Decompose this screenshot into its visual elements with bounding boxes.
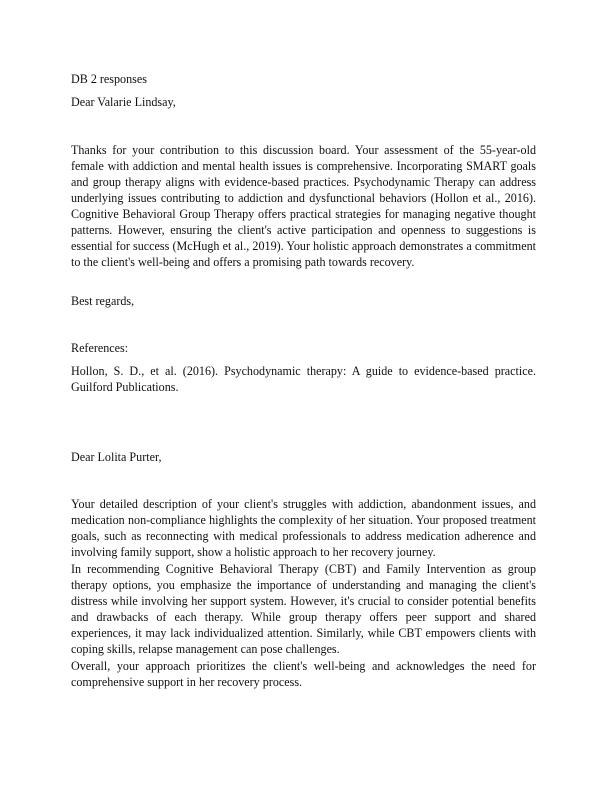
document-heading: DB 2 responses	[71, 72, 147, 86]
salutation-valarie: Dear Valarie Lindsay,	[71, 95, 176, 109]
response-2-paragraph-2: In recommending Cognitive Behavioral Therapy (CBT) and Family Intervention as group therapy options, you emphasize the importance of understanding and managing the client's distress while involving her support system. However, it's crucial to consider potential benefits and drawbacks of each therapy. While group therapy offers peer support and shared experiences, it may lack individualized attention. Similarly, while CBT empowers clients with coping skills, relapse management can pose challenges.	[71, 562, 536, 656]
response-2-paragraph-3: Overall, your approach prioritizes the client's well-being and acknowledges the need for comprehensive support in her recovery process.	[71, 659, 536, 689]
response-1-body: Thanks for your contribution to this discussion board. Your assessment of the 55-year-old female with addiction and mental health issues is comprehensive. Incorporating SMART goals and group therapy aligns with evidence-based practices. Psychodynamic Therapy can address underlying issues contributing to addiction and dysfunctional behaviors (Hollon et al., 2016). Cognitive Behavioral Group Therapy offers practical strategies for managing negative thought patterns. However, ensuring the client's active participation and openness to suggestions is essential for success (McHugh et al., 2019). Your holistic approach demonstrates a commitment to the client's well-being and offers a promising path towards recovery.	[71, 143, 536, 269]
references-label: References:	[71, 341, 129, 355]
closing-best-regards: Best regards,	[71, 294, 135, 308]
response-2-paragraph-1: Your detailed description of your client's struggles with addiction, abandonment issues, and medication non-compliance highlights the complexity of her situation. Your proposed treatment goals, such as reconnecting with medical professionals to address medication adherence and involving family support, show a holistic approach to her recovery journey.	[71, 497, 536, 559]
reference-hollon: Hollon, S. D., et al. (2016). Psychodynamic therapy: A guide to evidence-based practice. Guilford Publications.	[71, 364, 536, 394]
salutation-lolita: Dear Lolita Purter,	[71, 450, 162, 464]
